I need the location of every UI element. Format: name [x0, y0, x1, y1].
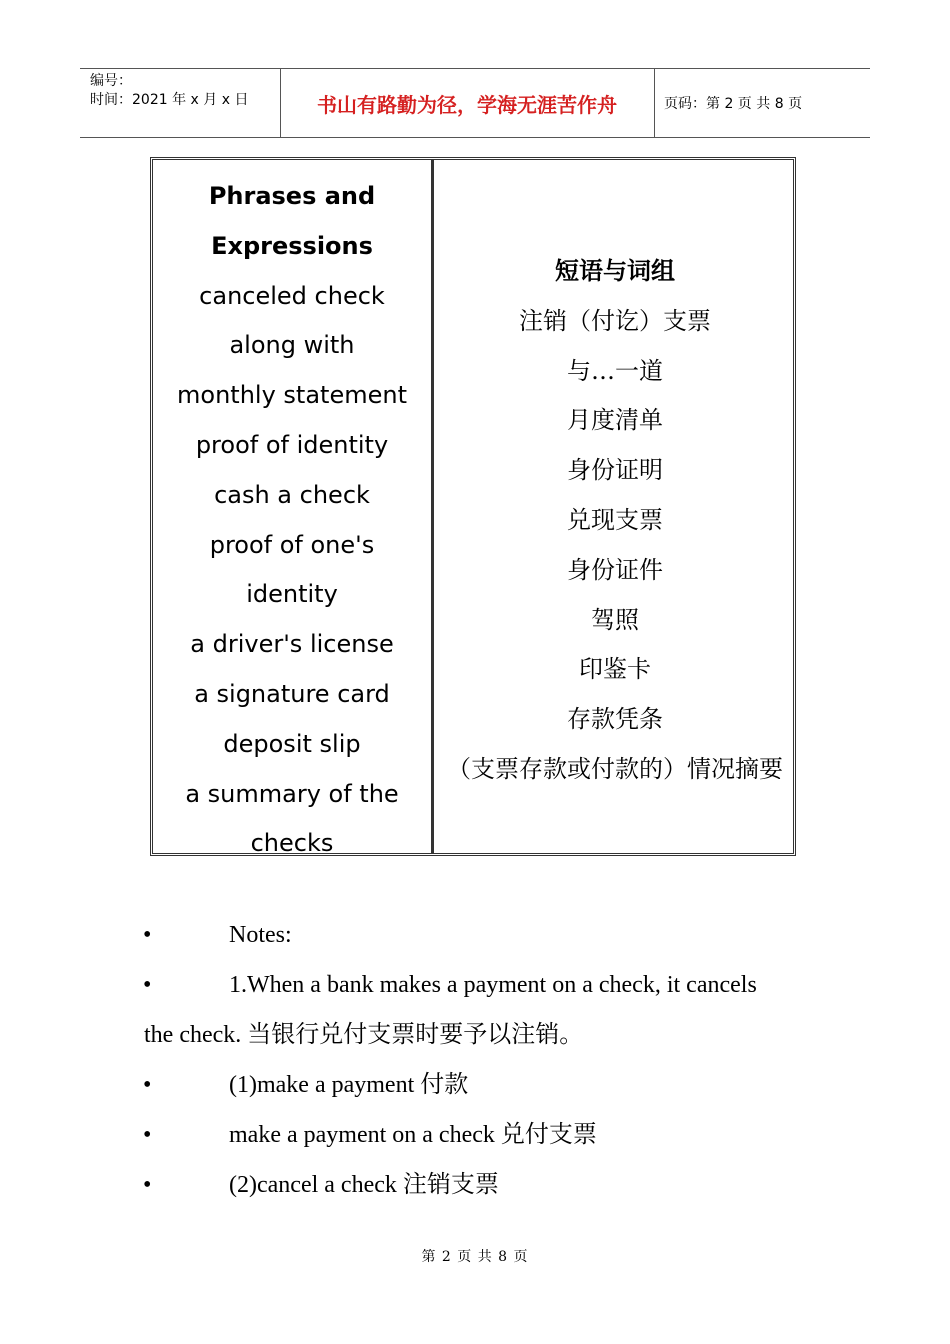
english-phrase: monthly statement: [177, 381, 407, 410]
document-header: [80, 68, 870, 138]
english-column: [153, 160, 431, 869]
note-text: (1)make a payment 付款: [229, 1072, 469, 1098]
chinese-phrase: 存款凭条: [567, 705, 663, 734]
bullet: •: [143, 1122, 152, 1148]
english-phrase: a signature card: [194, 679, 390, 708]
note-text: (2)cancel a check 注销支票: [229, 1172, 499, 1198]
english-phrase: a summary of the: [185, 779, 399, 808]
page-footer: 第 2 页 共 8 页: [421, 1249, 529, 1265]
phrases-table: [150, 157, 796, 856]
chinese-phrase: 月度清单: [567, 406, 663, 435]
notes-title-item: [0, 910, 950, 960]
header-motto: 书山有路勤为径，学海无涯苦作舟: [317, 92, 617, 117]
header-page-info: 页码：第 2 页 共 8 页: [664, 96, 803, 112]
chinese-phrase: 与…一道: [567, 356, 663, 385]
note-item: [0, 1160, 950, 1210]
notes-title: Notes:: [229, 922, 292, 948]
chinese-heading: 短语与词组: [555, 257, 675, 285]
note-continuation: [0, 1010, 950, 1060]
english-phrase: proof of identity: [195, 430, 389, 459]
chinese-phrase: 身份证件: [567, 555, 663, 584]
note-item: [0, 1060, 950, 1110]
chinese-phrase: 兑现支票: [567, 505, 663, 534]
english-phrase: cash a check: [214, 480, 370, 509]
english-phrase: deposit slip: [223, 729, 361, 758]
chinese-phrase: 注销（付讫）支票: [519, 306, 711, 335]
english-phrase: canceled check: [199, 281, 385, 310]
chinese-phrase: （支票存款或付款的）情况摘要: [447, 754, 783, 783]
note-item: [0, 960, 950, 1010]
english-heading-line1: Phrases and: [208, 182, 376, 210]
chinese-phrase: 印鉴卡: [579, 655, 651, 684]
chinese-phrase: 驾照: [591, 605, 639, 634]
note-text: 1.When a bank makes a payment on a check, it cancels: [229, 972, 757, 998]
notes-section: [0, 910, 950, 1210]
english-phrase: a driver's license: [190, 630, 394, 659]
header-divider: [654, 69, 655, 137]
note-text: make a payment on a check 兑付支票: [229, 1122, 597, 1148]
english-phrase: along with: [229, 331, 355, 360]
number-label: 编号：: [90, 73, 132, 89]
english-heading-line2: Expressions: [211, 231, 373, 260]
bullet: •: [143, 972, 152, 998]
english-phrase: checks: [250, 829, 334, 858]
english-phrase: identity: [246, 580, 338, 609]
bullet: •: [143, 1172, 152, 1198]
chinese-column: [434, 160, 796, 795]
english-phrase: proof of one's: [209, 530, 375, 559]
time-label: 时间：2021 年 x 月 x 日: [90, 92, 249, 108]
bullet: •: [143, 1072, 152, 1098]
note-text: the check. 当银行兑付支票时要予以注销。: [144, 1022, 584, 1048]
header-meta: [80, 69, 280, 137]
note-item: [0, 1110, 950, 1160]
chinese-phrase: 身份证明: [567, 456, 663, 485]
bullet: •: [143, 922, 152, 948]
